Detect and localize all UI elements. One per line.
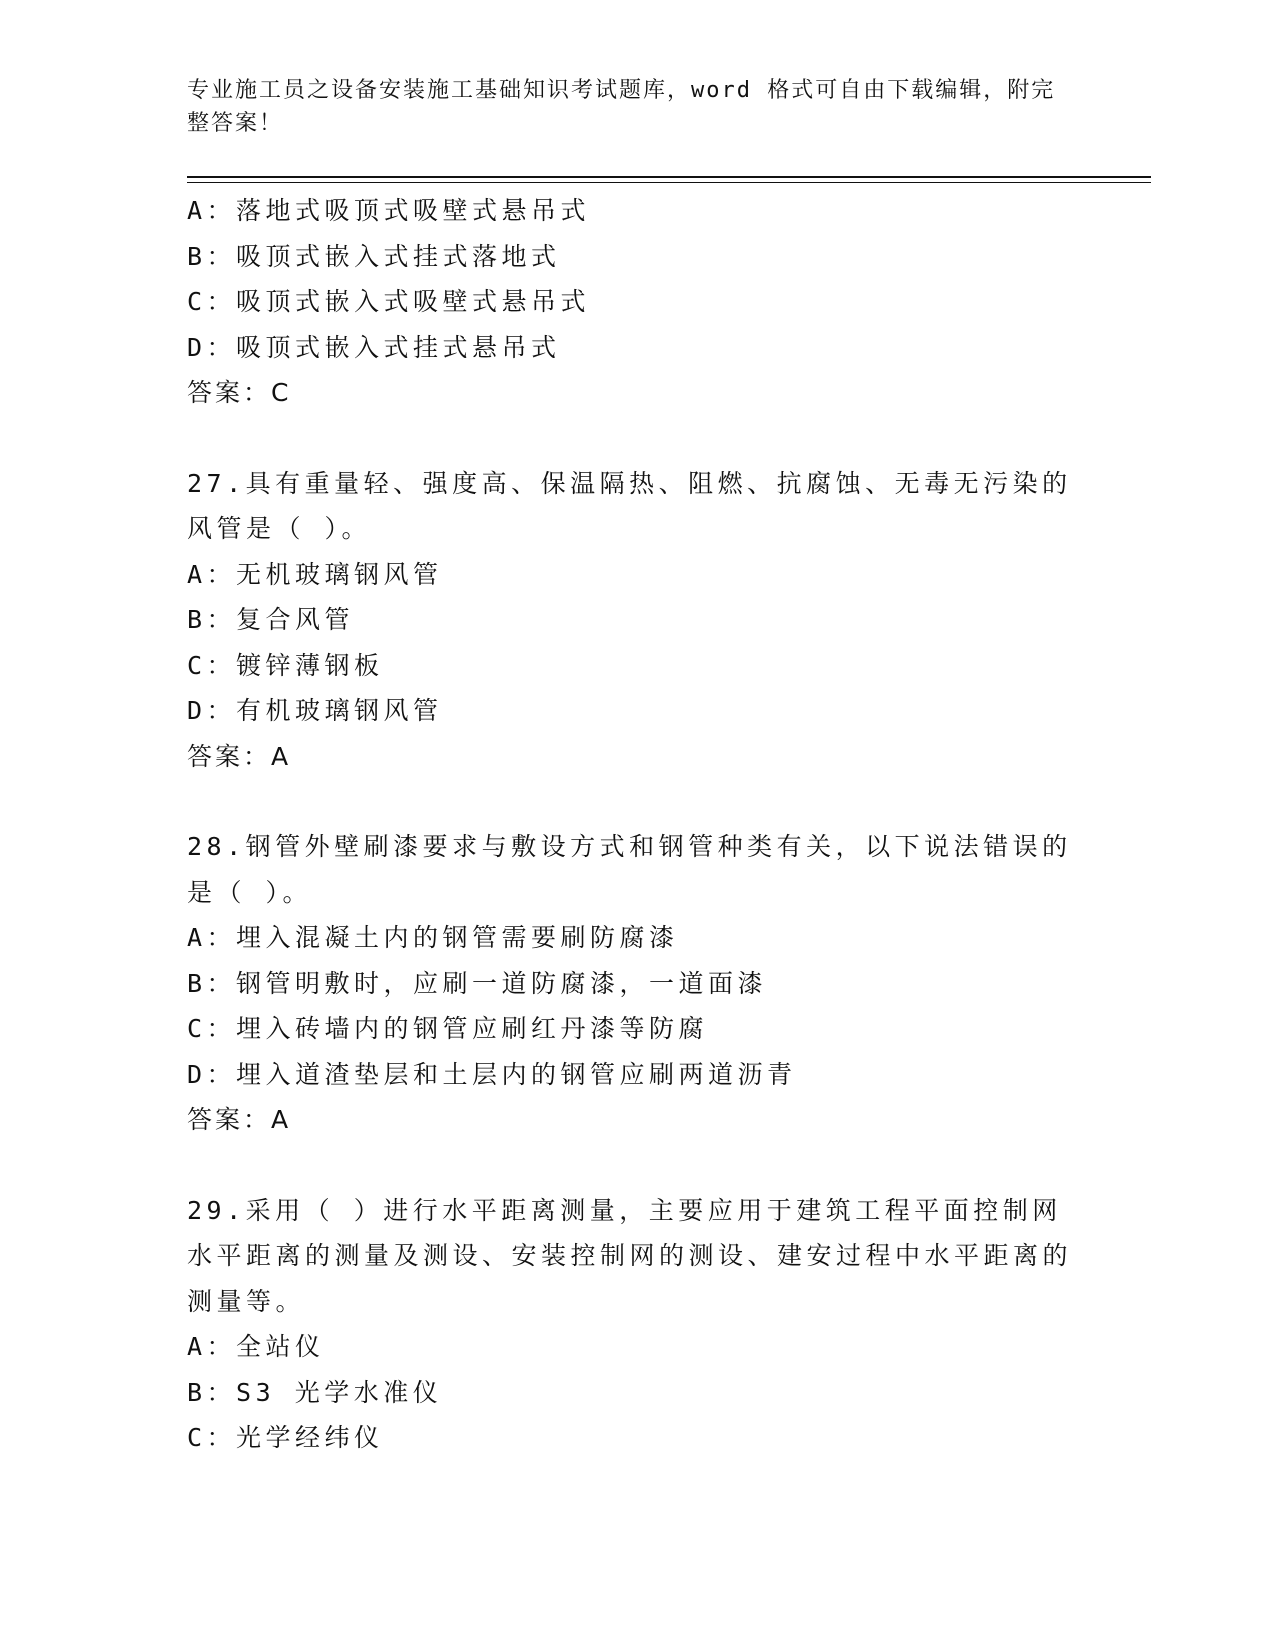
question-stem: 29.采用（ ）进行水平距离测量，主要应用于建筑工程平面控制网水平距离的测量及测设、安装控制网的测设、建安过程中水平距离的测量等。 bbox=[187, 1195, 1073, 1316]
option-c: C：镀锌薄钢板 bbox=[187, 650, 384, 680]
option-c: C：埋入砖墙内的钢管应刷红丹漆等防腐 bbox=[187, 1014, 709, 1043]
option-a: A：落地式吸顶式吸壁式悬吊式 bbox=[187, 196, 591, 225]
option-d: D：埋入道渣垫层和土层内的钢管应刷两道沥青 bbox=[187, 1059, 797, 1089]
header-divider-thin bbox=[187, 182, 1151, 183]
question-27 bbox=[187, 461, 1087, 780]
option-b: B：钢管明敷时，应刷一道防腐漆，一道面漆 bbox=[187, 968, 768, 998]
option-b: B：S3 光学水准仪 bbox=[187, 1377, 443, 1407]
header-divider-thick bbox=[187, 176, 1151, 178]
option-b: B：复合风管 bbox=[187, 605, 355, 634]
answer-line: 答案：C bbox=[187, 378, 292, 407]
option-a: A：无机玻璃钢风管 bbox=[187, 559, 443, 589]
option-d: D：吸顶式嵌入式挂式悬吊式 bbox=[187, 332, 561, 362]
option-c: C：吸顶式嵌入式吸壁式悬吊式 bbox=[187, 287, 591, 316]
question-spacer bbox=[187, 779, 1087, 824]
answer-line: 答案：A bbox=[187, 741, 292, 771]
question-28 bbox=[187, 824, 1087, 1143]
option-a: A：全站仪 bbox=[187, 1332, 325, 1361]
option-b: B：吸顶式嵌入式挂式落地式 bbox=[187, 241, 561, 271]
option-d: D：有机玻璃钢风管 bbox=[187, 696, 443, 725]
question-spacer bbox=[187, 1143, 1087, 1188]
question-list bbox=[187, 188, 1087, 1461]
question-29 bbox=[187, 1188, 1087, 1461]
answer-line: 答案：A bbox=[187, 1105, 292, 1134]
question-spacer bbox=[187, 416, 1087, 461]
option-a: A：埋入混凝土内的钢管需要刷防腐漆 bbox=[187, 923, 679, 952]
question-stem: 27.具有重量轻、强度高、保温隔热、阻燃、抗腐蚀、无毒无污染的风管是（ ）。 bbox=[187, 468, 1072, 543]
question-26 bbox=[187, 188, 1087, 416]
document-header: 专业施工员之设备安装施工基础知识考试题库，word 格式可自由下载编辑，附完整答案！ bbox=[187, 78, 1056, 136]
question-stem: 28.钢管外壁刷漆要求与敷设方式和钢管种类有关，以下说法错误的是（ ）。 bbox=[187, 832, 1072, 907]
option-c: C：光学经纬仪 bbox=[187, 1423, 384, 1452]
